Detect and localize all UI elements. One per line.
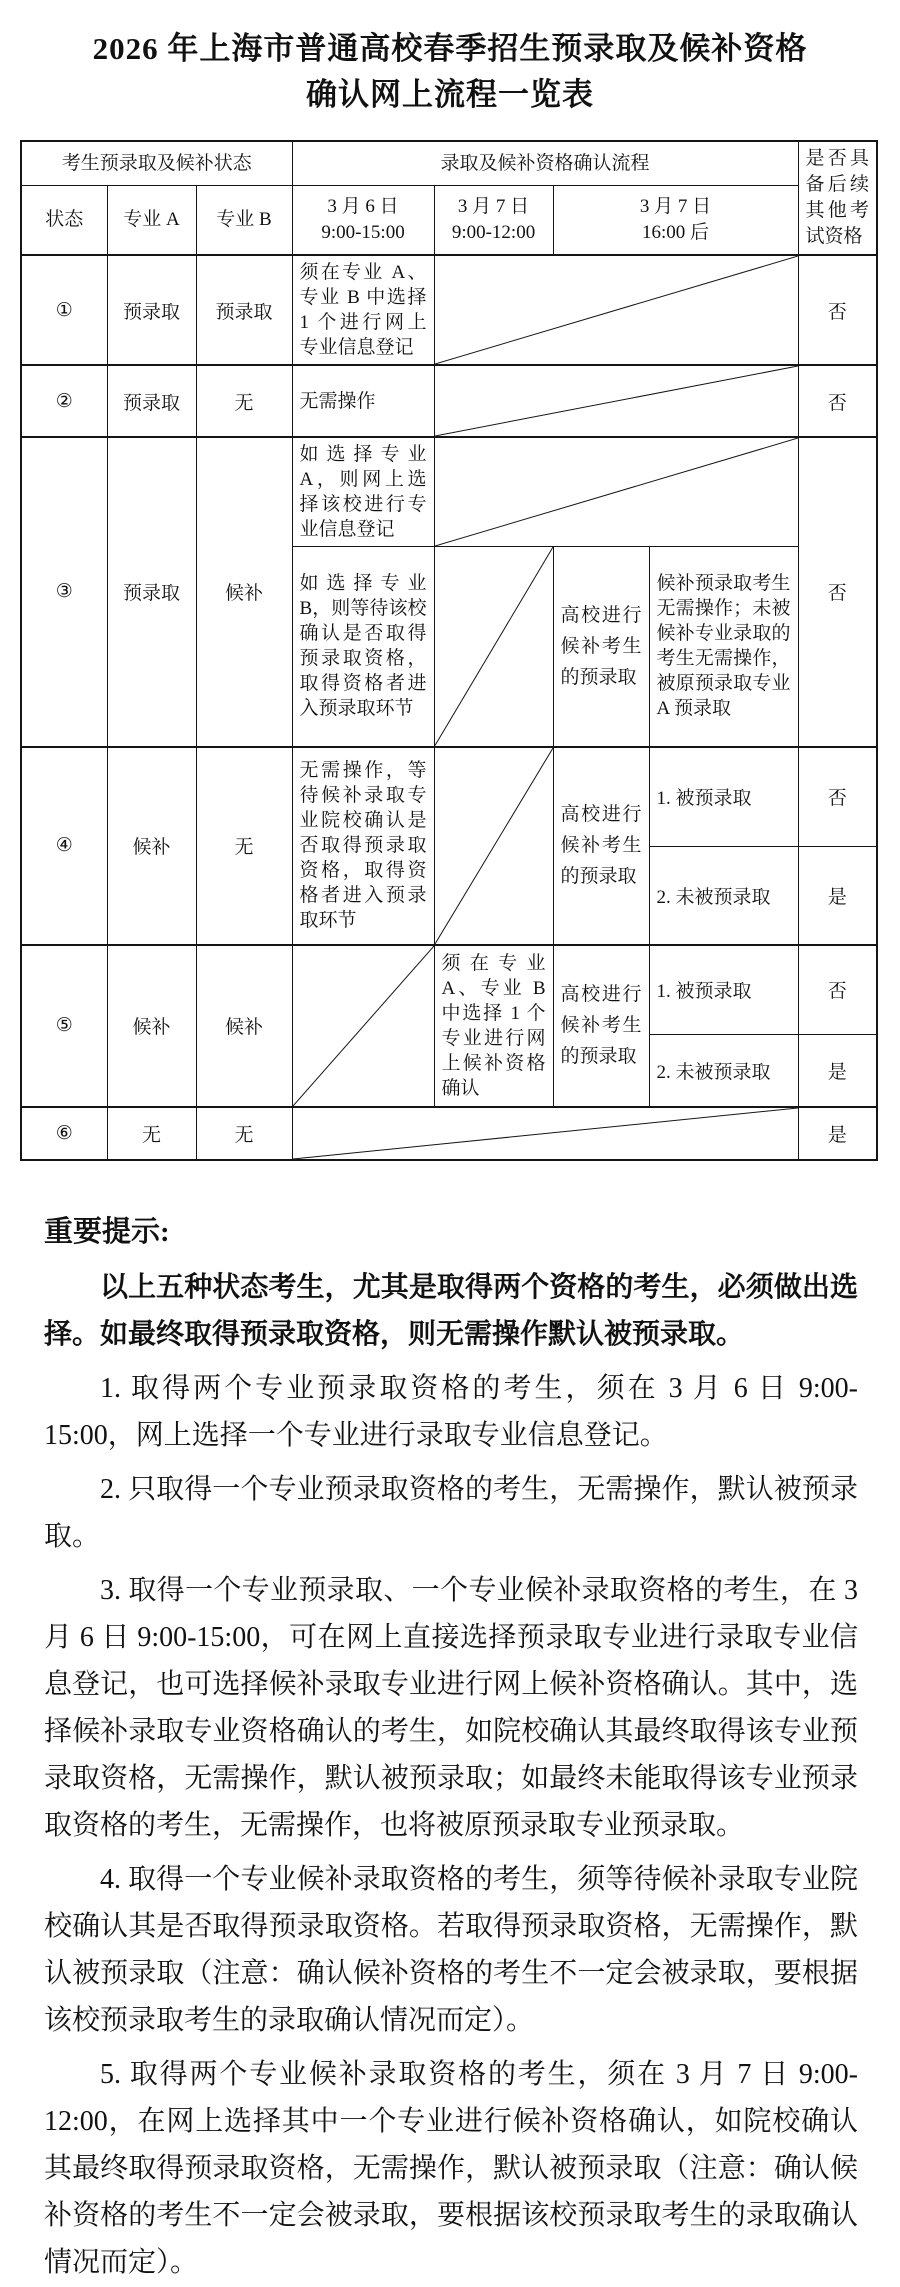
process-table: [20, 140, 878, 1161]
diagonal-line: [435, 366, 798, 436]
diagonal-line: [435, 256, 798, 364]
row3-march6-action-choice-b: 如选择专业 B，则等待该校确认是否取得预录取资格，取得资格者进入预录取环节: [292, 547, 434, 747]
diagonal-line: [293, 1108, 798, 1159]
row1-major-b: 预录取: [196, 255, 292, 365]
row2-followup: 否: [798, 365, 877, 437]
notes-heading: 重要提示:: [44, 1215, 170, 1248]
row3-empty-diagonal-cell: [434, 437, 798, 547]
row4-outcome-2: 2. 未被预录取: [649, 847, 798, 945]
row5-major-b: 候补: [196, 945, 292, 1107]
diagonal-line: [435, 547, 553, 746]
header-march7-pm-time: 16:00 后: [642, 222, 710, 244]
header-status: 状态: [21, 186, 107, 255]
header-row-groups: [21, 141, 877, 186]
row3-status-no: ③: [21, 437, 107, 747]
row5-empty-diagonal-cell: [292, 945, 434, 1107]
row1-march6-action: 须在专业 A、专业 B 中选择 1 个进行网上专业信息登记: [292, 255, 434, 365]
row5-major-a: 候补: [107, 945, 196, 1107]
header-process-group: 录取及候补资格确认流程: [292, 141, 798, 186]
row4-outcome-2-followup: 是: [798, 847, 877, 945]
note-item-4: 4. 取得一个专业候补录取资格的考生，须等待候补录取专业院校确认其是否取得预录取资格。若取得预录取资格，无需操作，默认被预录取（注意：确认候补资格的考生不一定会被录取，要根据该校预录取考生的录取确认情况而定）。: [44, 1863, 858, 2036]
row5-outcome-2: 2. 未被预录取: [649, 1035, 798, 1107]
important-notes-section: [44, 1209, 858, 2286]
header-march7-am: [434, 186, 553, 255]
header-major-a: 专业 A: [107, 186, 196, 255]
row2-major-a: 预录取: [107, 365, 196, 437]
header-followup-eligibility: 是否具备后续其他考试资格: [798, 141, 877, 255]
row1-status-no: ①: [21, 255, 107, 365]
row5-outcome-2-followup: 是: [798, 1035, 877, 1107]
header-march6-date: 3 月 6 日: [327, 196, 399, 218]
row3-followup: 否: [798, 437, 877, 747]
table-row-5a: [21, 945, 877, 1035]
row1-followup: 否: [798, 255, 877, 365]
table-row-6: [21, 1107, 877, 1160]
row6-major-a: 无: [107, 1107, 196, 1160]
row3-major-b: 候补: [196, 437, 292, 747]
document-page: [0, 26, 900, 2287]
row5-status-no: ⑤: [21, 945, 107, 1107]
header-march7-am-date: 3 月 7 日: [457, 196, 530, 218]
diagonal-line: [435, 748, 553, 944]
row3-major-a: 预录取: [107, 437, 196, 747]
row5-college-preadmit-action: 高校进行候补考生的预录取: [553, 945, 649, 1107]
note-item-2: 2. 只取得一个专业预录取资格的考生，无需操作，默认被预录取。: [44, 1473, 858, 1552]
header-march6-time: 9:00-15:00: [321, 222, 405, 244]
row2-major-b: 无: [196, 365, 292, 437]
row5-march7-am-action: 须在专业 A、专业 B 中选择 1 个专业进行网上候补资格确认: [434, 945, 553, 1107]
row6-empty-diagonal-cell: [292, 1107, 798, 1160]
row3-am-empty-diagonal-cell: [434, 547, 553, 747]
row2-march6-action: 无需操作: [292, 365, 434, 437]
diagonal-line: [435, 438, 798, 546]
row4-outcome-1-followup: 否: [798, 747, 877, 847]
header-march7-am-time: 9:00-12:00: [451, 222, 536, 244]
row4-major-a: 候补: [107, 747, 196, 945]
row2-status-no: ②: [21, 365, 107, 437]
row4-status-no: ④: [21, 747, 107, 945]
row1-major-a: 预录取: [107, 255, 196, 365]
row6-followup: 是: [798, 1107, 877, 1160]
row4-outcome-1: 1. 被预录取: [649, 747, 798, 847]
header-status-group: 考生预录取及候补状态: [21, 141, 292, 186]
note-item-5: 5. 取得两个专业候补录取资格的考生，须在 3 月 7 日 9:00-12:00，在网上选择其中一个专业进行候补资格确认，如院校确认其最终取得预录取资格，无需操作，默认被预录取（注意：确认候补资格的考生不一定会被录取，要根据该校预录取考生的录取确认情况而定）。: [44, 2058, 858, 2278]
header-march7-pm: [553, 186, 798, 255]
row5-outcome-1-followup: 否: [798, 945, 877, 1035]
header-march7-pm-date: 3 月 7 日: [639, 196, 712, 218]
page-title: [60, 26, 840, 118]
table-row-3a: [21, 437, 877, 547]
row3-college-preadmit-action: 高校进行候补考生的预录取: [553, 547, 649, 747]
diagonal-line: [293, 946, 434, 1106]
page-title-line2: 确认网上流程一览表: [306, 77, 594, 112]
table-row-2: [21, 365, 877, 437]
page-title-line1: 2026 年上海市普通高校春季招生预录取及候补资格: [92, 31, 808, 66]
notes-emphasis: 以上五种状态考生，尤其是取得两个资格的考生，必须做出选择。如最终取得预录取资格，则无需操作默认被预录取。: [44, 1271, 858, 1350]
row6-status-no: ⑥: [21, 1107, 107, 1160]
row4-college-preadmit-action: 高校进行候补考生的预录取: [553, 747, 649, 945]
row3-march6-action-choice-a: 如选择专业 A，则网上选择该校进行专业信息登记: [292, 437, 434, 547]
header-row-columns: [21, 186, 877, 255]
row6-major-b: 无: [196, 1107, 292, 1160]
note-item-3: 3. 取得一个专业预录取、一个专业候补录取资格的考生，在 3 月 6 日 9:00-15:00，可在网上直接选择预录取专业进行录取专业信息登记，也可选择候补录取专业进行网上候补资格确认。其中，选择候补录取专业资格确认的考生，如院校确认其最终取得该专业预录取资格，无需操作，默认被预录取；如最终未能取得该专业预录取资格的考生，无需操作，也将被原预录取专业预录取。: [44, 1574, 858, 1841]
table-row-1: [21, 255, 877, 365]
row3-pm-result: 候补预录取考生无需操作；未被候补专业录取的考生无需操作，被原预录取专业 A 预录取: [649, 547, 798, 747]
row2-empty-diagonal-cell: [434, 365, 798, 437]
note-item-1: 1. 取得两个专业预录取资格的考生，须在 3 月 6 日 9:00-15:00，网上选择一个专业进行录取专业信息登记。: [44, 1372, 858, 1451]
row4-empty-diagonal-cell: [434, 747, 553, 945]
header-march6: [292, 186, 434, 255]
row4-march6-action: 无需操作，等待候补录取专业院校确认是否取得预录取资格，取得资格者进入预录取环节: [292, 747, 434, 945]
row1-empty-diagonal-cell: [434, 255, 798, 365]
table-row-4a: [21, 747, 877, 847]
row5-outcome-1: 1. 被预录取: [649, 945, 798, 1035]
row4-major-b: 无: [196, 747, 292, 945]
header-major-b: 专业 B: [196, 186, 292, 255]
